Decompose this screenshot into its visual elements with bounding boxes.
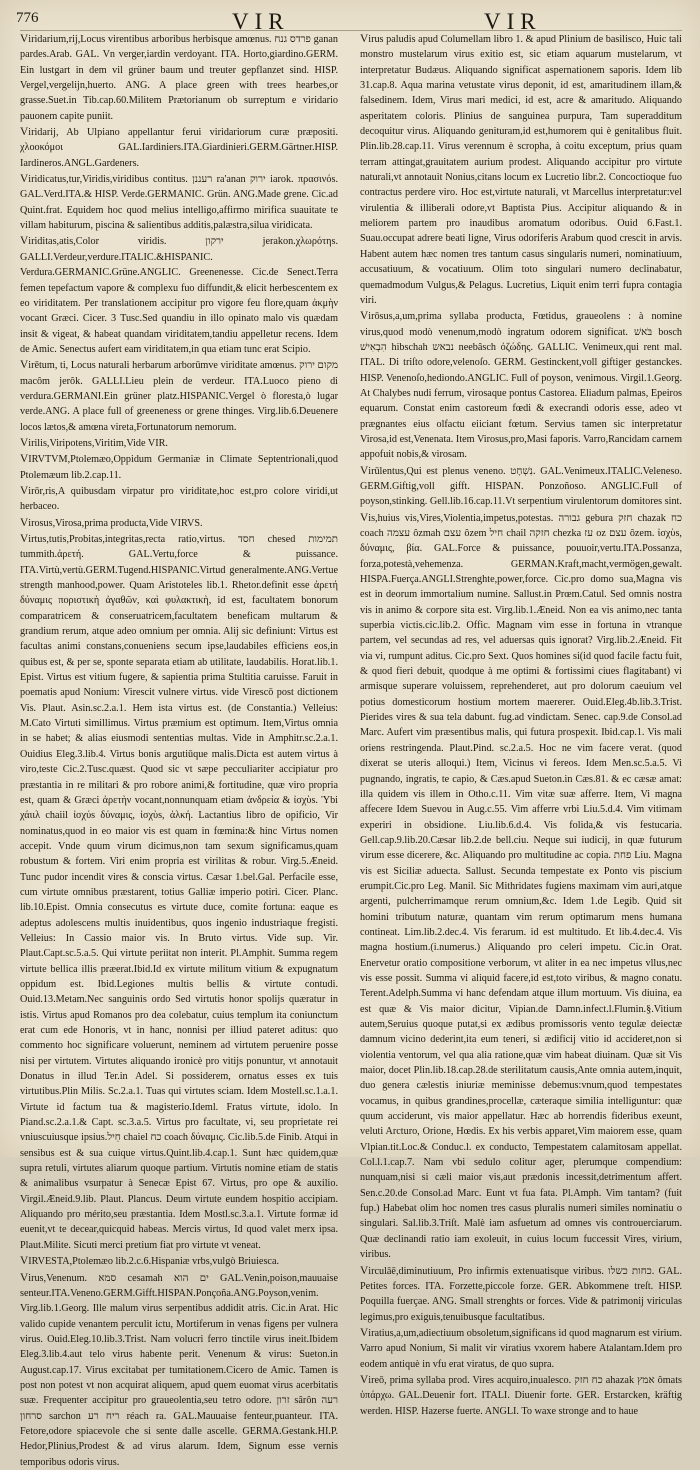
entry-viridarij: Viridarij, Ab Ulpiano appellantur ferui viridariorum curæ præpositi. χλοοκόμοι GAL.Iardiniers.ITA.Giardinieri.GERM.Gärtner.HISP. Iardineros.ANGL.Gardeners. [20, 126, 338, 169]
entry-viridarium: Viridarium,rij,Locus virentibus arboribus herbisque amœnus. פרדס גנח ganan pardes.Arab. GAL. Vn verger,iardin verdoyant. ITA. Horto,giardino.GERM. Ein lustgart in dem vil grüner baum und treuter gepflanzet sind. HISP. Vergel,vergelijn,huerto. ANG. A place green with trees hearbes,or grasse.Suet.in Tib.cap.60.Militem Prætorianum ob surreptum e viridario pauonem capite puniit. [20, 33, 338, 122]
entry-viratius: Viratius,a,um,adiectiuum obsoletum,significans id quod magnarum est virium. Varro apud Nonium, Si malit vir viratius vxorem habere Atalantam.Idem pro eodem antiquè in vfu erat viratus, de quo supra. [360, 1326, 682, 1370]
entry-virosus-crossref: Virosus,Virosa,prima producta,Vide VIRVS. [20, 516, 203, 529]
right-running-head: VIR [484, 9, 542, 34]
entry-viridicatus: Viridicatus,tur,Viridis,viridibus contitus. רעננן ra'anan ירוק iarok. πρασινόs. GAL.Verd.ITA.& HISP. Verde.GERMANIC. Grün. ANG.Made grene. Cic.ad Quint.frat. Equidem hoc quod melius intelligo,affirmo mirifica suauitate te villam habiturum, piscina & salientibus additis,palæstra,silua viridicata. [20, 173, 338, 232]
entry-virus: Virus,Venenum. סמא cesamah ים הוא GAL.Venin,poison,mauuaise senteur.ITA.Veneno.GERM.Gifft.HISPAN.Ponçoña.ANG.Poyson,venim. Virg.lib.1.Georg. Ille malum virus serpentibus addidit atris. Cic.in Arat. Hic valido cupide venantem perculit ictu, Mortiferum in venas figens per vulnera virus. Ouid.Eleg.10.lib.3.Trist. Nam volucri ferro tinctile virus ineit.Ibidem Eleg.3.lib.4.aut telo virus habente perit. Venenum & virus: Sueton.in August.cap.17. Virus excitabat per tumitationem.Cicero de Amic. Tamen is post non potest vt non acquirat aliquem, apud quem euomat virus acerbitatis suæ. Frequenter accipitur pro graueolentia,seu tetro odore. זרון sârôn רעה סרחון sarchon ריח רע réach ra. GAL.Mauuaise fenteur,puanteur. ITA. Fetore,odore spiacevole che si sente dalle ascelle. GERMA.Gestank.HI.P. Hedor,Plinius,Prodest & ad virus alarum. Idem, Signum esse vernis temporibus odoris virus. [20, 1271, 338, 1468]
entry-virtus: Virtus,tutis,Probitas,integritas,recta ratio,virtus. חסד chesed תמימות tummith.ἀρετή. GAL.Vertu,force & puissance. ITA.Virtù,vertù.GERM.Tugend.HISPANIC.Virtud generalmente.ANG.Vertue strength manhood,power. Quam Aristoteles lib.1. Rhetor.definit esse ἀρετή δύναμις ποριστικὴ ἀγαθῶν, καὶ φυλακτικὴ, id est, facultatem bonorum comparatricem & conseruatricem,facultatem beneficam multarum & grandium rerum, atque adeo omnium per omnia. Alij sic definiunt: Virtus est facultas animi constans,conueniens secum ipse,laudabiles efficiens eos,in quibus est, & per se, sponte separata etiam ab utilitate, laudabilis. Horat.lib.1. Epist. Virtus est vitium fugere, & sapientia prima Stultitia caruisse. Faruit in poematis apud Nonium: Virescit vulnere virtus. vide Virescō post dictionem Vis. Plaut. Asin.sc.2.a.1. Hem ista virtus est. (de Constantia.) Velleius: M.Cato Virtuti simillimus. Virtus præmium est optimum. Item,Virtus omnia in se habet; & alias eiusmodi sententias multas. Vide in Amphitr.sc.2.a.1. Ouidius Eleg.3.lib.4. Virtus bonis argutiūque malis.Dicta est autem virtus à viro,teste Cic.2.Tusc.quæst. Quod sic vt sæpe pecculiariter accipiatur pro præstantia in re militari & pro robore animi,& fortitudine, quæ viro propria est, quam & Græci ἀρετὴν vocant,nonnunquam etiam ἀνδρεία & ἰσχὺs. Ὑbi χάιιλ chaiil ἰσχύs δύναμις, ἰσχὺs, ἀλκή. Lactantius libro de opificio, Vir nominatus,quod in eo maior vis est quam in fœmina:& hinc Virtus nomen accepit. Vnde quum virum dicimus,non tam sexum significamus,quam robustum & fortem. Viri enim propria est virilitas & robur. Virg.5.Æneid. Tunc pudor incendit vires & conscia virtus. Cæsar 1.bel.Gal. Perfacile esse, cum virtute omnibus præstarent, totius Galliæ imperio potiri. Cicer. Planc. lib.10.Epist. Omnia consecutus es virtute duce, comite fortuna: eaque es adeptus adolescens multis inuidentibus, quos ingenio industriaque fregisti. Velleius: In Cassio maior vis. In Bruto virtus. Vide sup. Vir. Plaut.Capt.sc.5.a.5. Qui virtute periitat non interit. Pl.Amphit. Summa regem virtute bellica illis præerat.Ibid.Id ex virtute militum vitium & expugnatum oppidum est. Ibid.Legiones multis bellis & virtute contudi. Ouid.13.Metam.Nec sanguinis ordo Sed virtutis honor spolijs quæratur in istis. Virtus apud Romanos pro dea colebatur, cuius templum ita coniunctum erat cum ede Honoris, vt in hanc, nonnisi per illiud pateret aditus: quo commento hoc significare voluerunt, neminem ad virtutem peruenire posse nisi per virtutem. Virtutes aliquando ironicè pro vitijs ponuntur, vt annotauit Donatus in illud Ter.in Adel. Si possiderem, ornatus esses ex tuis virtutibus.Plin Milis. Sc.2.a.1. Tuas qui virtutes sciam. Idem Mostell.sc.1.a.1. Virtute id factum tua & magisterio.Ideml. Fratus virtute, idolo. In Piand.sc.2.a.1.& Capt. sc.3.a.5. Virtus pro facultate, vi, seu proprietate rei vniuscuiusque ipsius.חֵיל chaiel כח coach δύναμις. Cic.lib.5.de Finib. Atqui in sensibus est & sua cuique virtus.Quint.lib.4.cap.1. Sunt hæc quidem,quæ supra retuli, virtutes aliarum quoque partium. Virtutis nomine etiam de statis & animalibus vsurpatur à Senecæ Epist 67. Virtus, pro ope & auxilio. Virgil.Æneid.9.lib. Plaut. Plancus. Deum virtute eundem hospitio accipiam. Aliquando pro mérito,seu præstantia. Idem Mostl.sc.3.a.1. Virtute formæ id euenit,vt te decear,quicquid habeas. Mercis virtus, Id quod valet merx ipsa. Plaut.Milite. Sicuti merci pretium fiat pro virtute vt veneat. [20, 533, 338, 1251]
entry-viriditas: Viriditas,atis,Color viridis. ירקון jerakon.χλωρότηs. GALLI.Verdeur,verdure.ITALIC.&HISPANIC. Verdura.GERMANIC.Grüne.ANGLIC. Greenenesse. Cic.de Senect.Terra femen tepefactum vapore & complexu fuo diffundit,& elicit herbescentem ex eo viriditatem. Per translationem accipitur pro vigore feu flore,quam ἀκμὴν vocant Græci. Cicer. 3 Tusc.Sed quandiu in illo opinato malo vis quædam insit & vigeat, & habeat quandam viriditatem,tandiu appelletur recens. Idem de Amic. Senectus aufert eam viriditatem,in qua etiam tunc erat Scipio. [20, 235, 338, 355]
right-column [360, 32, 683, 1417]
entry-viretum: Virētum, ti, Locus naturali herbarum arborūmve viriditate amœnus. מקום ירוק macôm jerôk. GALLI.Lieu plein de verdeur. ITA.Luoco pieno di verdura.GERMANI.Ein grüner platz.HISPANIC.Vergel ò floresta,ò lugar verde.ANG. A place full of greeneness or grene thinges. Virg.lib.6.Deuenere locos lætos,& amœna vireta,Fortunatorum nemorum. [20, 359, 338, 433]
left-column [20, 32, 338, 1468]
entry-virus-continued: Virus paludis apud Columellam libro 1. & apud Plinium de basilisco, Huic tali monstro mustelarum virus exitio est, sic etiam aquarum mustelarum, vt interpretatur Budæus. Aliquando significat aspernationem saporis. Idem lib 31.cap.8. Aqua marina vetustate virus deponit, id est, amaritudinem illam,& falsedinem. Idem, Virus mari medici, id est, acre & amaritudo. Aliquando asperitatem coloris. Plinius de sanguinea purpura, Tam superadditum decoquitur virus. Aliquando genituram,id est,humorem qui è genitalibus fluit. Plin.lib.28.cap.11. Virus verennum è scropha, à coitu exceptum, prius quam terram attingat,grauitatem aurium prodest. Aliquando accipitur pro virtute naturali,vt annotauit Nonius,citans locum ex Lucretio libr.2. Concoctioque fuo contractus perdere viro. Hoc est,virtute naturali, vt Marcellus interpretatur:vel virulentia & illiberali odore,vt Baptista Pius. Accipitur aliquando & in meliorem partem pro inaudibus aromatum odoribus. Ouid 6.Fast.1. Suau.occupat adrere beati ligne, Virus odoriferis Arabum quod crescit in arvis. Habent autem hæc nomen tres tantum casus singularis numeri, nominatiuum, accusatiuum, & vocatiuum. Olim toto singulari numero declinabatur, quemadmodum Vulgus,& Pelagus. Lucretius, Liquit enim terri fupra contagia viri. [360, 33, 682, 306]
entry-vireo: Vireō, prima syllaba prod. Vires acquiro,inualesco. כח חזק ahazak אמץ ômats ὑπάρχω. GAL.Deuenir fort. ITALI. Diuenir forte. GER. Erstarcken, kräftig werden. HISP. Hazerse fuerte. ANGLI. To waxe stronge and to haue [360, 1373, 682, 1417]
entry-viriculae: Virculāē,diminutiuum, Pro infirmis extenuatisque viribus. כחות כשלו. GAL. Petites forces. ITA. Forzette,piccole forze. GER. Abkommene treſt. HISP. Poquilla fuerçae. ANG. Small strenghts or forces. Vide & patrimonij viriculas legimus,pro exiguis,tenuibusque facultatibus. [360, 1264, 682, 1323]
entry-viruvtum: VIRVTVM,Ptolemæo,Oppidum Germaniæ in Climate Septentrionali,quod Ptolemæum lib.2.cap.11. [20, 453, 338, 481]
entry-virilis: Virilis,Viripotens,Viritim,Vide VIR. [20, 436, 168, 449]
entry-viror: Virōr,ris,A quibusdam virpatur pro viriditate,hoc est,pro colore viridi,ut herbaceo. [20, 484, 338, 513]
left-running-head: VIR [232, 9, 290, 34]
header-rule [20, 30, 682, 31]
page-number: 776 [16, 10, 39, 26]
entry-vis: Vis,huius vis,Vires,Violentia,impetus,potestas. גבורה gebura חזק chazak כח coach עצמה ôzmah עצם ôzem חיל chail חזקה chezka עז oz עצם ôzem. ἰσχὺs, δύναμις, βία. GAL.Force & puissance, pouuoir,vertu.ITA.Possanza, forza,potestà,vehemenza. GERMAN.Kraft,macht,vermögen,gewalt. HISPA.Fuerça.ANGLI.Strenghte,power,force. Cic.pro domo sua,Magna vis est in deorum immortalium numine. Sallust.in Prœm.Catul. Sed omnis nostra vis in animo & corpore sita est. Virg.lib.1.Æneid. Non ea vis animo,nec tanta superbia victis.cic.lib.2. Offic. Magnam vim esse in fortuna in vtranque partem, vel secundas ad res, vel aduersas quis ignorat? Virg.lib.2.Æneid. Fit via vi, rumpunt aditus. Cic.pro Sext. Quos homines si(id quod facile factu fuit, & quod fieri debuit, quodque à me optimi & fortissimi ciues flagitabant) vi armisque superare voluissem, reprehenderet, aut pro dolorum caeuium vel potius domesticorum hostium mortem maererer. Ouid.Eleg.4b.lib.3.Trist. Pierides vires & sua tela dabunt. fug.ad vindictam. Senec. cap.9.de Consol.ad Marc. Aufert vim præsentibus malis, qui futura prospexit. Ibid.cap.1. Vis mali oriens restringenda. Plaut.Pind. sc.2.a.5. Hoc ne vim facere verat. (quod dixerat se uteris alloqui.) Item, Vicinus vi fereos. Idem Men.sc.5.a.5. Vi pugnando, ingratis, te capio, & Cæs.apud Sueton.in Cæs.81. & ec cæsæ amat: illa quidem vis illem in Otho.c.11. Vim vitæ suæ afferre. Item, Vi magna affecere Idem Suevou in Aug.c.55. Vim afferre vrbi Liu.5.d.4. Vim vitimam experiri in obsidione. Liu.lib.6.d.4. Vis folida,& vis festucaria. Gell.cap.9.lib.20.Cæsar lib.2.de bell.ciu. Neque sui iudicij, in quæ futurum virum esse dicerere, &c. Aliquando pro multitudine ac copia. פחת Liu. Magna vis est Siciliæ aduecta. Sallust. Secunda tempestate ex Ponto vis piscium erumpit.Cic.pro Leg. Manil. Sic Mithridates fugiens maximam vim auri,atque argenti, pulcherrimamque rerum omnium,&c. Idem 1.de Legib. Quid sit homini tributum naturæ, quantam vim rerum optimarum mens humana contineat. Lim.lib.2.dec.4. Vis ferarum. id est multitudo. Et lib.4.dec.4. Vis magna hostium.(i.numerus.) Aliquando pro celeri impetu. Cic.in Orat. Enervetur oratio compositione verborum, vt aliter in ea nec impetus vllus,nec vis esse possit. Summa vi aliquid facere,id est,toto viribus, & magno conatu. Terent.Adelph.Summa vi hanc defendam atque illum mortuum. Vis diuina, ea est quæ & Vis maior dicitur, Vipian.de Damn.infect.l.Flumin.§.Vitium autem,Seruius quoque putat,si ex ædibus promissoris vento tegulæ deiectæ damnum vicino dederint,ita eum teneri, si ædificij vitio id accideret,non si violentia ventorum, vel qua alia ratione,quæ vim habeat diuinam. Quæ sit Vis maior, docet Plin.lib.18.cap.28.de sterilitatum causis,Ante omnia autem,inquit, duo genera cælestis iniuriæ meminisse debemus:vnum,quod tempestates vocamus, in quibus grandines,procellæ, cæteraque similia intelliguntur: quæ quum acciderunt, vis maior appellatur. Hæc ab horrendis fideribus exeunt, veluti Arcturo, Orione, Hœdis. Ex his verbis apparet,Vim maiorem esse, quam Vlpian.tit.Loc.& Conduc.l. ex conducto, Tempestatem calamitosam appellat. Col.l.1.cap.7. Nam vbi sedulo colitur ager, plerumque compendium: nunquam,nisi si cæli maior vis,aut prædonis incessit,detrimentum affert. Sen.c.20.de Consol.ad Marc. Eunt vt fua fata. Pl.Amph. Vim tantam? (fuit fup.) Habebat olim hoc nomen tres casus pluralis numeri similes nominatiu o singulari. Sal.lib.3.Triſt. Malè iam asfuetum ad omnes vis controuerciarum. Quæ declinandi ratio iam exoleuit, in cuius locum fuccessit Vires, virium, viribus. [360, 511, 683, 1261]
entry-virulentus: Virūlentus,Qui est plenus veneno. נִשְׁחָט. GAL.Venimeux.ITALIC.Veleneso. GERM.Giftig,voll gifft. HISPAN. Ponzoñoso. ANGLIC.Full of poyson,stinking. Gell.lib.16.cap.11.Vt serpentium virulentorum domitores sint. [360, 464, 682, 508]
entry-viruesta: VIRVESTA,Ptolemæo lib.2.c.6.Hispaniæ vrbs,vulgò Briuiesca. [20, 1255, 280, 1268]
entry-virosus: Virōsus,a,um,prima syllaba producta, Fœtidus, graueolens : à nomine virus,quod modò venenum,modò ingratum odorem significat. בֹּאשׁ bosch הִבְאִישׁ hibschah נבאש neebâsch ὀζώδης. GALLIC. Venimeux,qui rent mal. ITAL. Di triſto odore,velenoſo. GERM. Gestinckent,voll giftiger gestanckes. HISP. Venenoſo,hediondo.ANGLIC. Full of poyson, venimous. Virgil.1.Georg. At Chalybes nudi ferrum, virosaque pontus Castorea. Eliadum palmas, Epeiros equarum. Constat enim castoreum fœdi & execrandi odoris esse, adeo vt prægnantes eius olfactu eiiciant fœtum. Servius tamen sic interpretatur Virosa,id est,Venenata. Item Virosus,pro,Masi faporis. Varro,Rancidam carnem appofuit nobis,& virosam. [360, 310, 682, 461]
